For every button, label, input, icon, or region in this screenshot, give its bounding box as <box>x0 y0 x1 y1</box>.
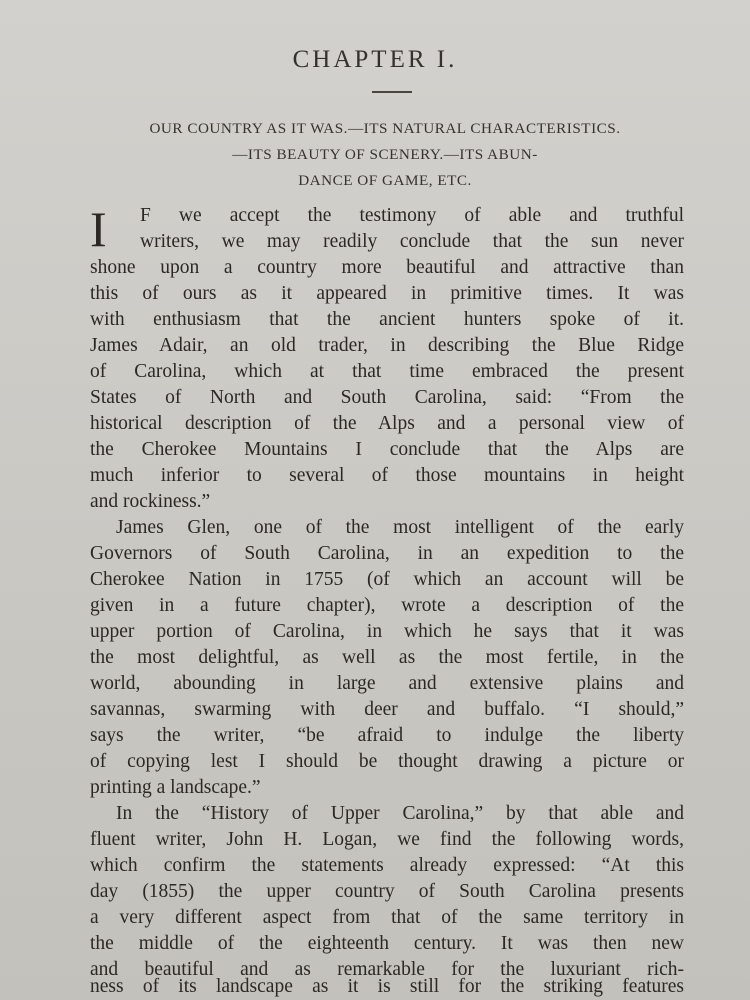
body-line: of Carolina, which at that time embraced the present <box>90 361 684 382</box>
body-line: the most delightful, as well as the most fertile, in the <box>90 647 684 668</box>
body-line: which confirm the statements already expressed: “At this <box>90 855 684 876</box>
body-line: James Adair, an old trader, in describing the Blue Ridge <box>90 335 684 356</box>
body-line: of copying lest I should be thought drawing a picture or <box>90 751 684 772</box>
body-line: says the writer, “be afraid to indulge the liberty <box>90 725 684 746</box>
body-line: much inferior to several of those mountains in height <box>90 465 684 486</box>
body-line: Cherokee Nation in 1755 (of which an account will be <box>90 569 684 590</box>
body-line: savannas, swarming with deer and buffalo. “I should,” <box>90 699 684 720</box>
body-line: James Glen, one of the most intelligent of the early <box>116 517 684 538</box>
body-line: and beautiful and as remarkable for the luxuriant rich- <box>90 959 684 980</box>
heading-rule <box>372 91 412 93</box>
body-line: world, abounding in large and extensive plains and <box>90 673 684 694</box>
body-line: this of ours as it appeared in primitive times. It was <box>90 283 684 304</box>
body-line: a very different aspect from that of the same territory in <box>90 907 684 928</box>
body-line: writers, we may readily conclude that the sun never <box>140 231 684 252</box>
body-line: Governors of South Carolina, in an expedition to the <box>90 543 684 564</box>
body-line: historical description of the Alps and a personal view of <box>90 413 684 434</box>
subtitle-line: OUR COUNTRY AS IT WAS.—ITS NATURAL CHARACTERISTICS. <box>149 120 621 137</box>
body-line: F we accept the testimony of able and truthful <box>140 205 684 226</box>
body-line: with enthusiasm that the ancient hunters spoke of it. <box>90 309 684 330</box>
body-line: States of North and South Carolina, said: “From the <box>90 387 684 408</box>
body-line: given in a future chapter), wrote a description of the <box>90 595 684 616</box>
chapter-heading: CHAPTER I. <box>292 46 458 73</box>
drop-cap: I <box>90 201 107 257</box>
body-line: the middle of the eighteenth century. It was then new <box>90 933 684 954</box>
body-line: and rockiness.” <box>90 491 211 512</box>
body-line: shone upon a country more beautiful and attractive than <box>90 257 684 278</box>
body-line: upper portion of Carolina, in which he says that it was <box>90 621 684 642</box>
subtitle-line: DANCE OF GAME, ETC. <box>298 172 472 189</box>
chapter-subtitle <box>60 116 710 194</box>
subtitle-line: —ITS BEAUTY OF SCENERY.—ITS ABUN- <box>232 146 538 163</box>
body-line: ness of its landscape as it is still for the striking features <box>90 976 684 997</box>
body-line: the Cherokee Mountains I conclude that the Alps are <box>90 439 684 460</box>
body-line: day (1855) the upper country of South Carolina presents <box>90 881 684 902</box>
body-line: fluent writer, John H. Logan, we find the following words, <box>90 829 684 850</box>
body-line: printing a landscape.” <box>90 777 261 798</box>
body-line: In the “History of Upper Carolina,” by that able and <box>116 803 684 824</box>
